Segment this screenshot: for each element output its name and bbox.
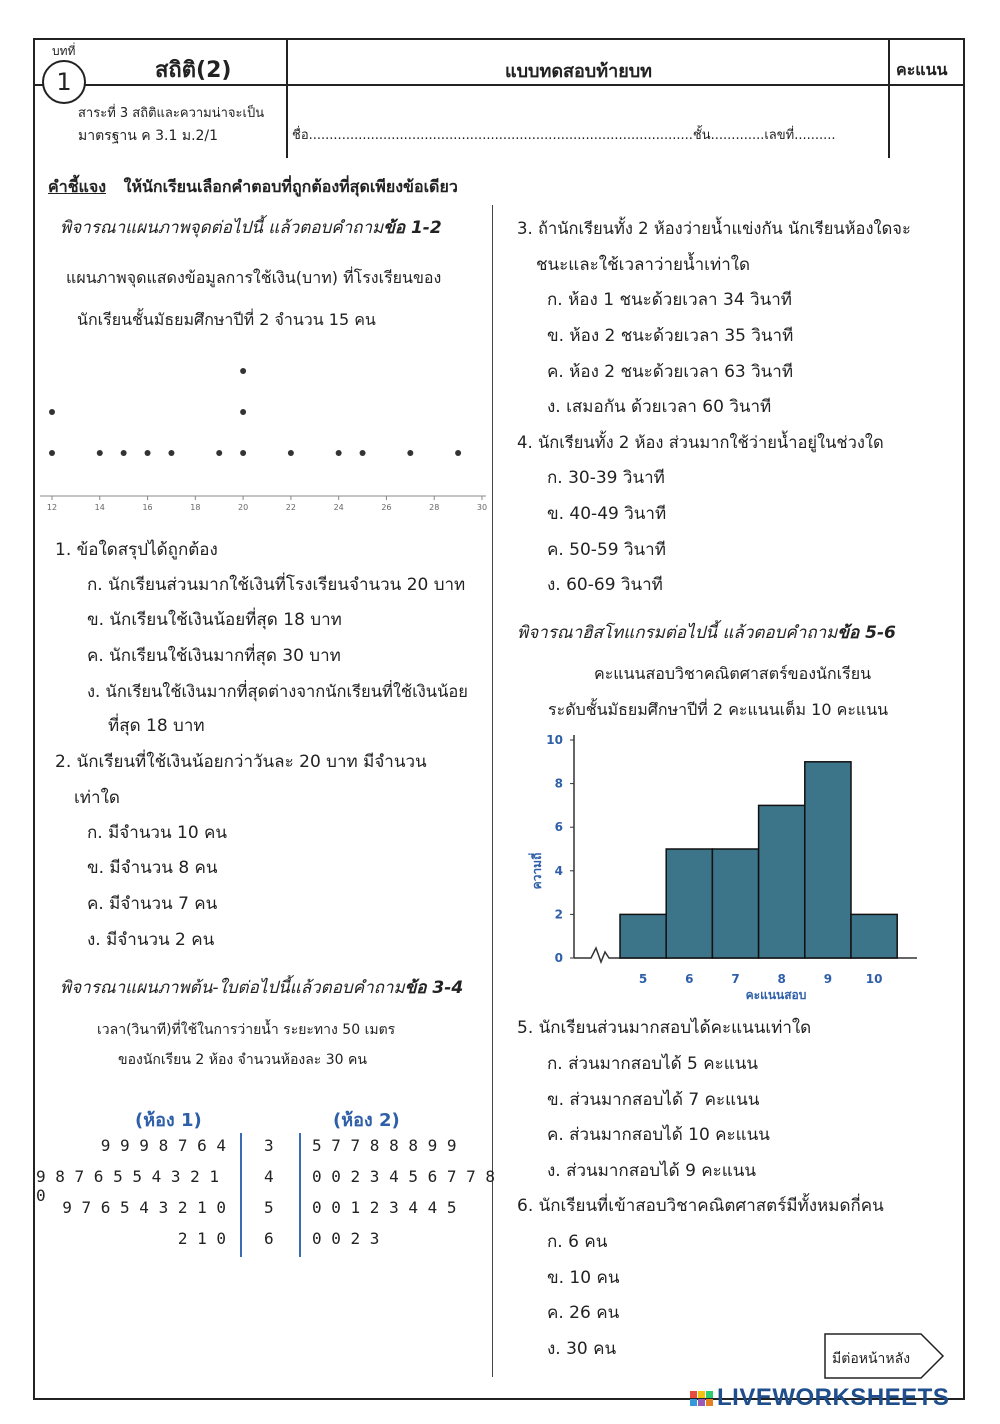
q1-option-d[interactable]: ง. นักเรียนใช้เงินมากที่สุดต่างจากนักเรียนที่ใช้เงินน้อย bbox=[87, 682, 468, 701]
histogram-bar bbox=[712, 849, 758, 958]
q3-option-a[interactable]: ก. ห้อง 1 ชนะด้วยเวลา 34 วินาที bbox=[547, 290, 792, 310]
histogram-y-tick-label: 6 bbox=[554, 820, 563, 835]
leaves-room2: 0 0 1 2 3 4 4 5 bbox=[312, 1198, 457, 1217]
leaves-room1: 9 7 6 5 4 3 2 1 0 bbox=[62, 1198, 226, 1217]
leaves-room2: 0 0 2 3 4 5 6 7 7 8 bbox=[312, 1167, 496, 1186]
continue-label: มีต่อหน้าหลัง bbox=[832, 1351, 911, 1367]
q2-option-b[interactable]: ข. มีจำนวน 8 คน bbox=[87, 858, 218, 878]
test-title: แบบทดสอบท้ายบท bbox=[505, 61, 653, 82]
stem-leaf-row bbox=[36, 1167, 496, 1205]
q1-option-a[interactable]: ก. นักเรียนส่วนมากใช้เงินที่โรงเรียนจำนวน 20 บาท bbox=[87, 575, 466, 595]
q6-option-d[interactable]: ง. 30 คน bbox=[547, 1339, 617, 1359]
stem-leaf-row bbox=[36, 1136, 496, 1167]
dot-plot-tick-label: 12 bbox=[46, 503, 58, 512]
watermark bbox=[690, 1384, 949, 1412]
q5-stem: 5. นักเรียนส่วนมากสอบได้คะแนนเท่าใด bbox=[517, 1018, 812, 1038]
dot-point bbox=[49, 409, 55, 415]
score-label: คะแนน bbox=[896, 60, 948, 79]
dot-plot-tick-label: 30 bbox=[476, 503, 488, 512]
q4-option-d[interactable]: ง. 60-69 วินาที bbox=[547, 575, 663, 595]
dot-point bbox=[145, 450, 151, 456]
histogram-x-tick-label: 8 bbox=[777, 972, 786, 986]
histogram-bar bbox=[666, 849, 712, 958]
histogram-y-label: ความถี่ bbox=[530, 852, 544, 890]
dot-plot-tick-label: 18 bbox=[190, 503, 201, 512]
name-field[interactable]: ชื่อ.............................................................................................ชั้น.............เลขที่.......... bbox=[292, 128, 836, 143]
dot-plot-tick-label: 28 bbox=[429, 503, 440, 512]
q2-option-c[interactable]: ค. มีจำนวน 7 คน bbox=[87, 894, 218, 914]
dot-point bbox=[216, 450, 222, 456]
section3-prompt-bold: ข้อ 5-6 bbox=[837, 623, 896, 643]
stem: 3 bbox=[264, 1136, 274, 1155]
leaves-room1: 9 9 9 8 7 6 4 bbox=[100, 1136, 226, 1155]
section1-prompt-bold: ข้อ 1-2 bbox=[383, 218, 442, 238]
q1-option-c[interactable]: ค. นักเรียนใช้เงินมากที่สุด 30 บาท bbox=[87, 646, 341, 666]
dot-point bbox=[97, 450, 103, 456]
histogram-x-tick-label: 6 bbox=[685, 972, 694, 986]
chapter-number: 1 bbox=[56, 68, 72, 96]
section2-prompt bbox=[60, 978, 463, 998]
stem-leaf-row bbox=[36, 1198, 496, 1229]
watermark-text: LIVEWORKSHEETS bbox=[717, 1384, 950, 1411]
histogram-bar bbox=[620, 914, 666, 958]
section2-prompt-bold: ข้อ 3-4 bbox=[404, 978, 464, 998]
q3-option-d[interactable]: ง. เสมอกัน ด้วยเวลา 60 วินาที bbox=[547, 397, 772, 417]
q3-stem: 3. ถ้านักเรียนทั้ง 2 ห้องว่ายน้ำแข่งกัน นักเรียนห้องใดจะ bbox=[517, 219, 911, 238]
dot-point bbox=[240, 368, 246, 374]
section1-caption-2: นักเรียนชั้นมัธยมศึกษาปีที่ 2 จำนวน 15 คน bbox=[77, 310, 376, 329]
header-vline-1 bbox=[286, 38, 288, 158]
stem-leaf-room1-label: (ห้อง 1) bbox=[135, 1110, 202, 1131]
q6-option-c[interactable]: ค. 26 คน bbox=[547, 1303, 620, 1323]
leaves-room2: 0 0 2 3 bbox=[312, 1229, 380, 1248]
q5-option-a[interactable]: ก. ส่วนมากสอบได้ 5 คะแนน bbox=[547, 1054, 758, 1074]
q6-option-a[interactable]: ก. 6 คน bbox=[547, 1232, 608, 1252]
header-vline-2 bbox=[888, 38, 890, 158]
section2-caption-1: เวลา(วินาที)ที่ใช้ในการว่ายน้ำ ระยะทาง 50 เมตร bbox=[97, 1022, 396, 1038]
leaves-room1: 9 8 7 6 5 5 4 3 2 1 0 bbox=[36, 1167, 220, 1205]
histogram-x-tick-label: 7 bbox=[731, 972, 740, 986]
q2-option-a[interactable]: ก. มีจำนวน 10 คน bbox=[87, 823, 228, 843]
instructions-label: คำชี้แจง bbox=[48, 177, 107, 196]
q6-stem: 6. นักเรียนที่เข้าสอบวิชาคณิตศาสตร์มีทั้งหมดกี่คน bbox=[517, 1196, 884, 1216]
histogram-x-tick-label: 5 bbox=[638, 972, 648, 986]
strand-line: สาระที่ 3 สถิติและความน่าจะเป็น bbox=[78, 106, 265, 121]
stem-leaf-row bbox=[36, 1229, 496, 1260]
dot-plot-tick-label: 22 bbox=[285, 503, 296, 512]
dot-point bbox=[336, 450, 342, 456]
q5-option-b[interactable]: ข. ส่วนมากสอบได้ 7 คะแนน bbox=[547, 1090, 760, 1110]
histogram-bar bbox=[851, 914, 897, 958]
dot-plot-tick-label: 14 bbox=[94, 503, 105, 512]
leaves-room2: 5 7 7 8 8 8 9 9 bbox=[312, 1136, 457, 1155]
histogram-x-tick-label: 9 bbox=[823, 972, 833, 986]
histogram-x-label: คะแนนสอบ bbox=[745, 988, 807, 1002]
stem: 6 bbox=[264, 1229, 274, 1248]
q4-stem: 4. นักเรียนทั้ง 2 ห้อง ส่วนมากใช้ว่ายน้ำอยู่ในช่วงใด bbox=[517, 433, 884, 452]
dot-point bbox=[455, 450, 461, 456]
dot-point bbox=[168, 450, 174, 456]
chapter-number-badge bbox=[42, 60, 86, 104]
section3-caption-1: คะแนนสอบวิชาคณิตศาสตร์ของนักเรียน bbox=[594, 664, 872, 683]
instructions bbox=[48, 177, 458, 196]
chapter-label: บทที่ bbox=[52, 44, 76, 58]
q2-stem: 2. นักเรียนที่ใช้เงินน้อยกว่าวันละ 20 บาท มีจำนวน bbox=[55, 752, 427, 772]
standard-line: มาตรฐาน ค 3.1 ม.2/1 bbox=[78, 128, 219, 144]
section2-caption-2: ของนักเรียน 2 ห้อง จำนวนห้องละ 30 คน bbox=[118, 1052, 367, 1068]
section3-caption-2: ระดับชั้นมัธยมศึกษาปีที่ 2 คะแนนเต็ม 10 คะแนน bbox=[548, 700, 889, 719]
histogram-y-tick-label: 8 bbox=[554, 776, 563, 791]
q1-option-d-cont: ที่สุด 18 บาท bbox=[108, 716, 205, 736]
worksheet-logo-icon bbox=[690, 1391, 713, 1406]
section2-prompt-text: พิจารณาแผนภาพต้น-ใบต่อไปนี้แล้วตอบคำถาม bbox=[60, 978, 405, 998]
histogram-y-tick-label: 4 bbox=[554, 863, 563, 878]
histogram-y-tick-label: 0 bbox=[554, 951, 563, 965]
dot-point bbox=[407, 450, 413, 456]
q2-stem-cont: เท่าใด bbox=[74, 788, 120, 808]
dot-point bbox=[288, 450, 294, 456]
histogram-bar bbox=[759, 805, 805, 958]
dot-point bbox=[49, 450, 55, 456]
q4-option-b[interactable]: ข. 40-49 วินาที bbox=[547, 504, 667, 524]
instructions-text: ให้นักเรียนเลือกคำตอบที่ถูกต้องที่สุดเพียงข้อเดียว bbox=[123, 177, 458, 196]
histogram bbox=[505, 728, 935, 1013]
stem-leaf-room2-label: (ห้อง 2) bbox=[333, 1110, 400, 1131]
dot-plot bbox=[36, 350, 492, 515]
q1-stem: 1. ข้อใดสรุปได้ถูกต้อง bbox=[55, 540, 218, 560]
q5-option-d[interactable]: ง. ส่วนมากสอบได้ 9 คะแนน bbox=[547, 1161, 756, 1181]
section1-prompt bbox=[60, 218, 442, 238]
section1-prompt-text: พิจารณาแผนภาพจุดต่อไปนี้ แล้วตอบคำถาม bbox=[60, 218, 384, 238]
dot-point bbox=[240, 409, 246, 415]
q1-option-b[interactable]: ข. นักเรียนใช้เงินน้อยที่สุด 18 บาท bbox=[87, 610, 342, 630]
chapter-title: สถิติ(2) bbox=[155, 58, 232, 83]
dot-plot-tick-label: 24 bbox=[333, 503, 344, 512]
dot-plot-tick-label: 20 bbox=[238, 503, 249, 512]
dot-point bbox=[360, 450, 366, 456]
histogram-bar bbox=[805, 762, 851, 958]
dot-point bbox=[240, 450, 246, 456]
dot-point bbox=[121, 450, 127, 456]
histogram-y-tick-label: 10 bbox=[546, 733, 563, 747]
section3-prompt-text: พิจารณาฮิสโทแกรมต่อไปนี้ แล้วตอบคำถาม bbox=[517, 623, 838, 643]
q4-option-c[interactable]: ค. 50-59 วินาที bbox=[547, 540, 666, 560]
stem: 4 bbox=[264, 1167, 274, 1186]
q3-stem-cont: ชนะและใช้เวลาว่ายน้ำเท่าใด bbox=[536, 255, 751, 275]
stem: 5 bbox=[264, 1198, 274, 1217]
section3-prompt bbox=[517, 623, 896, 643]
leaves-room1: 2 1 0 bbox=[177, 1229, 226, 1248]
q4-option-a[interactable]: ก. 30-39 วินาที bbox=[547, 468, 665, 488]
dot-plot-tick-label: 26 bbox=[381, 503, 392, 512]
q3-option-b[interactable]: ข. ห้อง 2 ชนะด้วยเวลา 35 วินาที bbox=[547, 326, 794, 346]
stem-leaf-table bbox=[36, 1136, 496, 1260]
section1-caption-1: แผนภาพจุดแสดงข้อมูลการใช้เงิน(บาท) ที่โรงเรียนของ bbox=[66, 268, 442, 287]
q3-option-c[interactable]: ค. ห้อง 2 ชนะด้วยเวลา 63 วินาที bbox=[547, 362, 794, 382]
q5-option-c[interactable]: ค. ส่วนมากสอบได้ 10 คะแนน bbox=[547, 1125, 770, 1145]
continue-arrow-box[interactable] bbox=[823, 1332, 947, 1380]
q6-option-b[interactable]: ข. 10 คน bbox=[547, 1268, 620, 1288]
q2-option-d[interactable]: ง. มีจำนวน 2 คน bbox=[87, 930, 215, 950]
dot-plot-tick-label: 16 bbox=[142, 503, 153, 512]
histogram-x-tick-label: 10 bbox=[865, 972, 883, 986]
histogram-y-tick-label: 2 bbox=[554, 907, 563, 922]
